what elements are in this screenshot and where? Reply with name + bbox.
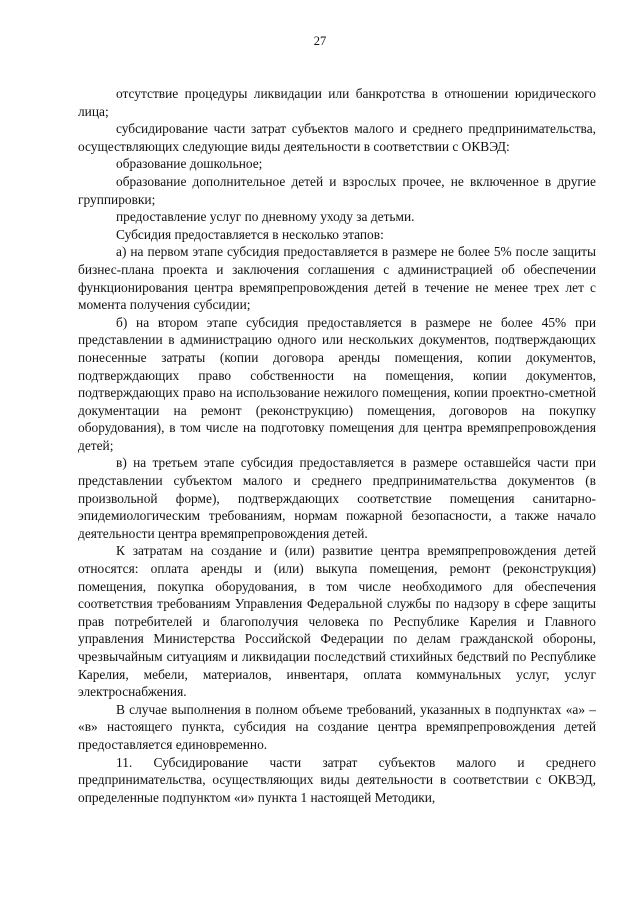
paragraph-subsidizing-okved: субсидирование части затрат субъектов малого и среднего предпринимательства, осуществляющих следующие виды деятельности в соответствии с ОКВЭД: — [78, 121, 596, 154]
paragraph-additional-education: образование дополнительное детей и взрослых прочее, не включенное в другие группировки; — [78, 173, 596, 207]
paragraph-stage-c: в) на третьем этапе субсидия предоставляется в размере оставшейся части при представлении субъектом малого и среднего предпринимательства документов (в произвольной форме), подтверждающих соответствие помещения санитарно-эпидемиологическим требованиям, нормам пожарной безопасности, а также начало деятельности центра времяпрепровождения детей. — [78, 455, 596, 541]
paragraph-subsidy-stages: Субсидия предоставляется в несколько этапов: — [116, 226, 384, 242]
paragraph-no-liquidation: отсутствие процедуры ликвидации или банкротства в отношении юридического лица; — [78, 86, 596, 119]
paragraph-lump-sum: В случае выполнения в полном объеме требований, указанных в подпунктах «а» – «в» настоящего пункта, субсидия на создание центра времяпрепровождения детей предоставляется единовременно. — [78, 701, 596, 752]
paragraph-preschool-education: образование дошкольное; — [116, 156, 263, 172]
paragraph-eligible-costs: К затратам на создание и (или) развитие центра времяпрепровождения детей относятся: оплата аренды и (или) выкупа помещения, ремонт (реконструкция) помещения, покупка оборудования, в том числе необходимого для обеспечения соответствия требованиям Управления Федеральной службы по надзору в сфере защиты прав потребителей и благополучия человека по Республике Карелия и Главного управления Министерства Российской Федерации по делам гражданской обороны, чрезвычайным ситуациям и ликвидации последствий стихийных бедствий по Республике Карелия, мебели, материалов, инвентаря, оплата коммунальных услуг, услуг электроснабжения. — [78, 543, 596, 700]
document-body — [78, 85, 596, 806]
paragraph-stage-a: а) на первом этапе субсидия предоставляется в размере не более 5% после защиты бизнес-плана проекта и заключения соглашения с администрацией об обеспечении функционирования центра времяпрепровождения детей в течение не менее трех лет с момента получения субсидии; — [78, 244, 596, 313]
paragraph-stage-b: б) на втором этапе субсидия предоставляется в размере не более 45% при представлении в администрацию одного или нескольких документов, подтверждающих понесенные затраты (копии договора аренды помещения, копии документов, подтверждающих право собственности на помещения, копии документов, подтверждающих право на использование нежилого помещения, копии проектно-сметной документации на ремонт (реконструкцию) помещения, договоров на покупку оборудования), в том числе на подготовку помещения для центра времяпрепровождения детей; — [78, 314, 596, 453]
page-number: 27 — [313, 34, 327, 48]
paragraph-daycare-services: предоставление услуг по дневному уходу за детьми. — [116, 209, 415, 225]
paragraph-item-11: 11. Субсидирование части затрат субъектов малого и среднего предпринимательства, осуществляющих виды деятельности в соответствии с ОКВЭД, определенные подпунктом «и» пункта 1 настоящей Методики, — [78, 754, 596, 805]
